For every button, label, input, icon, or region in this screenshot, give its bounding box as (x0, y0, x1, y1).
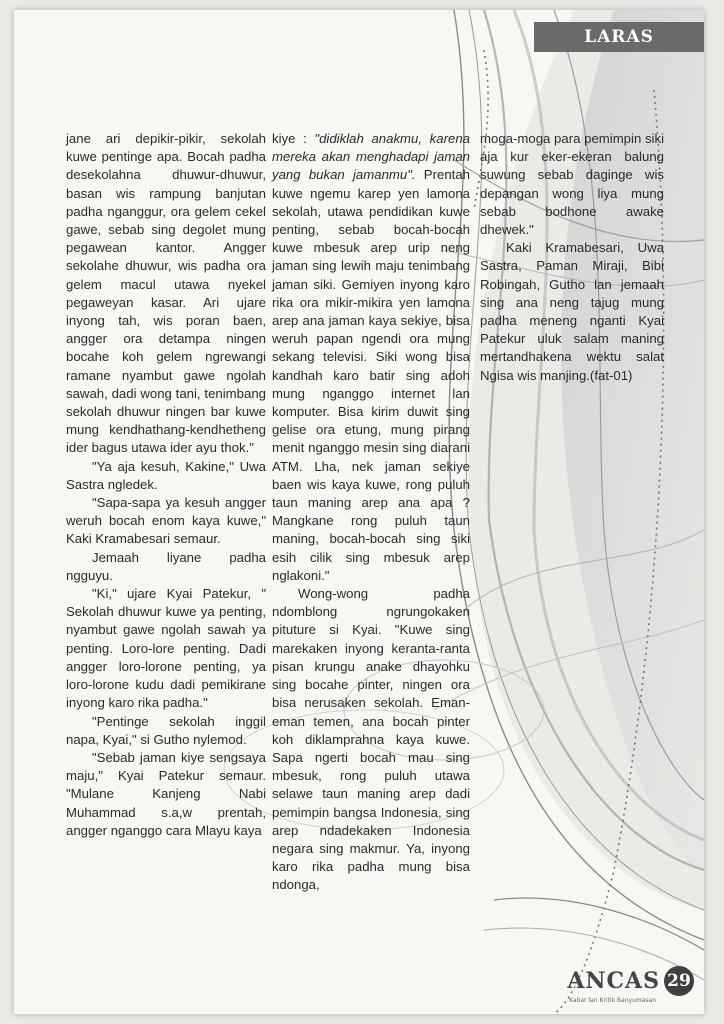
text-column-1 (66, 130, 266, 840)
footer-brand (567, 966, 694, 996)
paragraph: jane ari depikir-pikir, sekolah kuwe pentinge apa. Bocah padha desekolahna dhuwur-dhuwur, basan wis rampung banjutan padha nganggur, ora gelem cekel gawe, sebab sing degolet mung pegawean kantor. Angger sekolahe dhuwur, wis padha ora gelem macul utawa nyekel pegaweyan kasar. Ari ujare inyong tah, wis poran baen, angger ora detampa ningen bocahe koh gelem ngrewangi ramane nyambut gawe ngolah sawah, dadi wong tani, tenimbang sekolah dhuwur ningen bar kuwe mung kendhathang-kendhetheng ider bagus utawa ider ayu thok." (66, 131, 266, 456)
paragraph: "Pentinge sekolah inggil napa, Kyai," si Gutho nylemod. (66, 713, 266, 747)
paragraph: "Sapa-sapa ya kesuh angger weruh bocah enom kaya kuwe," Kaki Kramabesari semaur. (66, 495, 266, 547)
paragraph: Wong-wong padha ndomblong ngrungokaken pituture si Kyai. "Kuwe sing marekaken inyong keranta-ranta pisan krungu anake dhayohku sing bocahe pinter, ningen ora bisa nerusaken sekolah. Eman-eman temen, ana bocah pinter koh diklamprahna kaya kuwe. Sapa ngerti bocah mau sing mbesuk, rong puluh utawa selawe taun maning arep dadi pemimpin bangsa Indonesia, sing arep ndadekaken Indonesia negara sing makmur. Ya, inyong karo rika padha mung bisa ndonga, (272, 586, 470, 893)
paragraph-lead: kiye : (272, 131, 315, 146)
text-column-3 (480, 130, 664, 385)
paragraph: Jemaah liyane padha ngguyu. (66, 549, 266, 583)
magazine-logo: ANCAS (567, 968, 660, 994)
paragraph: "Ya aja kesuh, Kakine," Uwa Sastra ngledek. (66, 458, 266, 492)
paragraph: Kaki Kramabesari, Uwa Sastra, Paman Miraji, Bibi Robingah, Gutho lan jemaah sing ana neng tajug mung padha meneng nganti Kyai Patekur uluk salam maning mertandhakena wektu salat Ngisa wis manjing.(fat-01) (480, 240, 664, 383)
quote-text: "didiklah anakmu, karena mereka akan menghadapi jaman yang bukan jamanmu". (272, 131, 470, 183)
paragraph-rest: Prentah kuwe ngemu karep yen lamona sekolah, utawa pendidikan kuwe penting, sebab bocah-bocah kuwe mbesuk arep urip neng jaman sing lewih maju tenimbang jaman siki. Gemiyen inyong karo rika ora mikir-mikira yen lamona arep ana jaman kaya sekiye, bisa weruh papan ngendi ora mung sekang televisi. Siki wong bisa kandhah karo batir sing adoh mung nganggo internet lan komputer. Bisa kirim duwit sing gelise ora etung, mung pirang menit nganggo mesin sing diarani ATM. Lha, nek jaman sekiye baen wis kaya kuwe, rong puluh taun maning arep ana apa ? Mangkane rong puluh taun maning, bocah-bocah sing siki esih cilik sing mbesuk arep nglakoni." (272, 167, 470, 583)
page-number: 29 (664, 966, 694, 996)
paragraph: moga-moga para pemimpin siki aja kur eker-ekeran balung suwung sebab daginge wis depangan wong liya mung sebab bodhone awake dhewek." (480, 131, 664, 238)
text-column-2 (272, 130, 470, 895)
paragraph: "Sebab jaman kiye sengsaya maju," Kyai Patekur semaur. "Mulane Kanjeng Nabi Muhammad s.a,w prentah, angger nganggo cara Mlayu kaya (66, 749, 266, 838)
section-header-band (534, 22, 704, 52)
section-title: LARAS (584, 27, 654, 47)
paragraph: "Ki," ujare Kyai Patekur, " Sekolah dhuwur kuwe ya penting, nyambut gawe ngolah sawah ya penting. Loro-lore penting. Dadi angger loro-lorone penting, ya loro-lorone kudu dadi pemikirane inyong karo rika padha." (66, 586, 266, 711)
paragraph (272, 130, 470, 585)
magazine-tagline: Kabar lan Kritik Banyumasan (569, 997, 656, 1004)
magazine-page (14, 10, 704, 1014)
